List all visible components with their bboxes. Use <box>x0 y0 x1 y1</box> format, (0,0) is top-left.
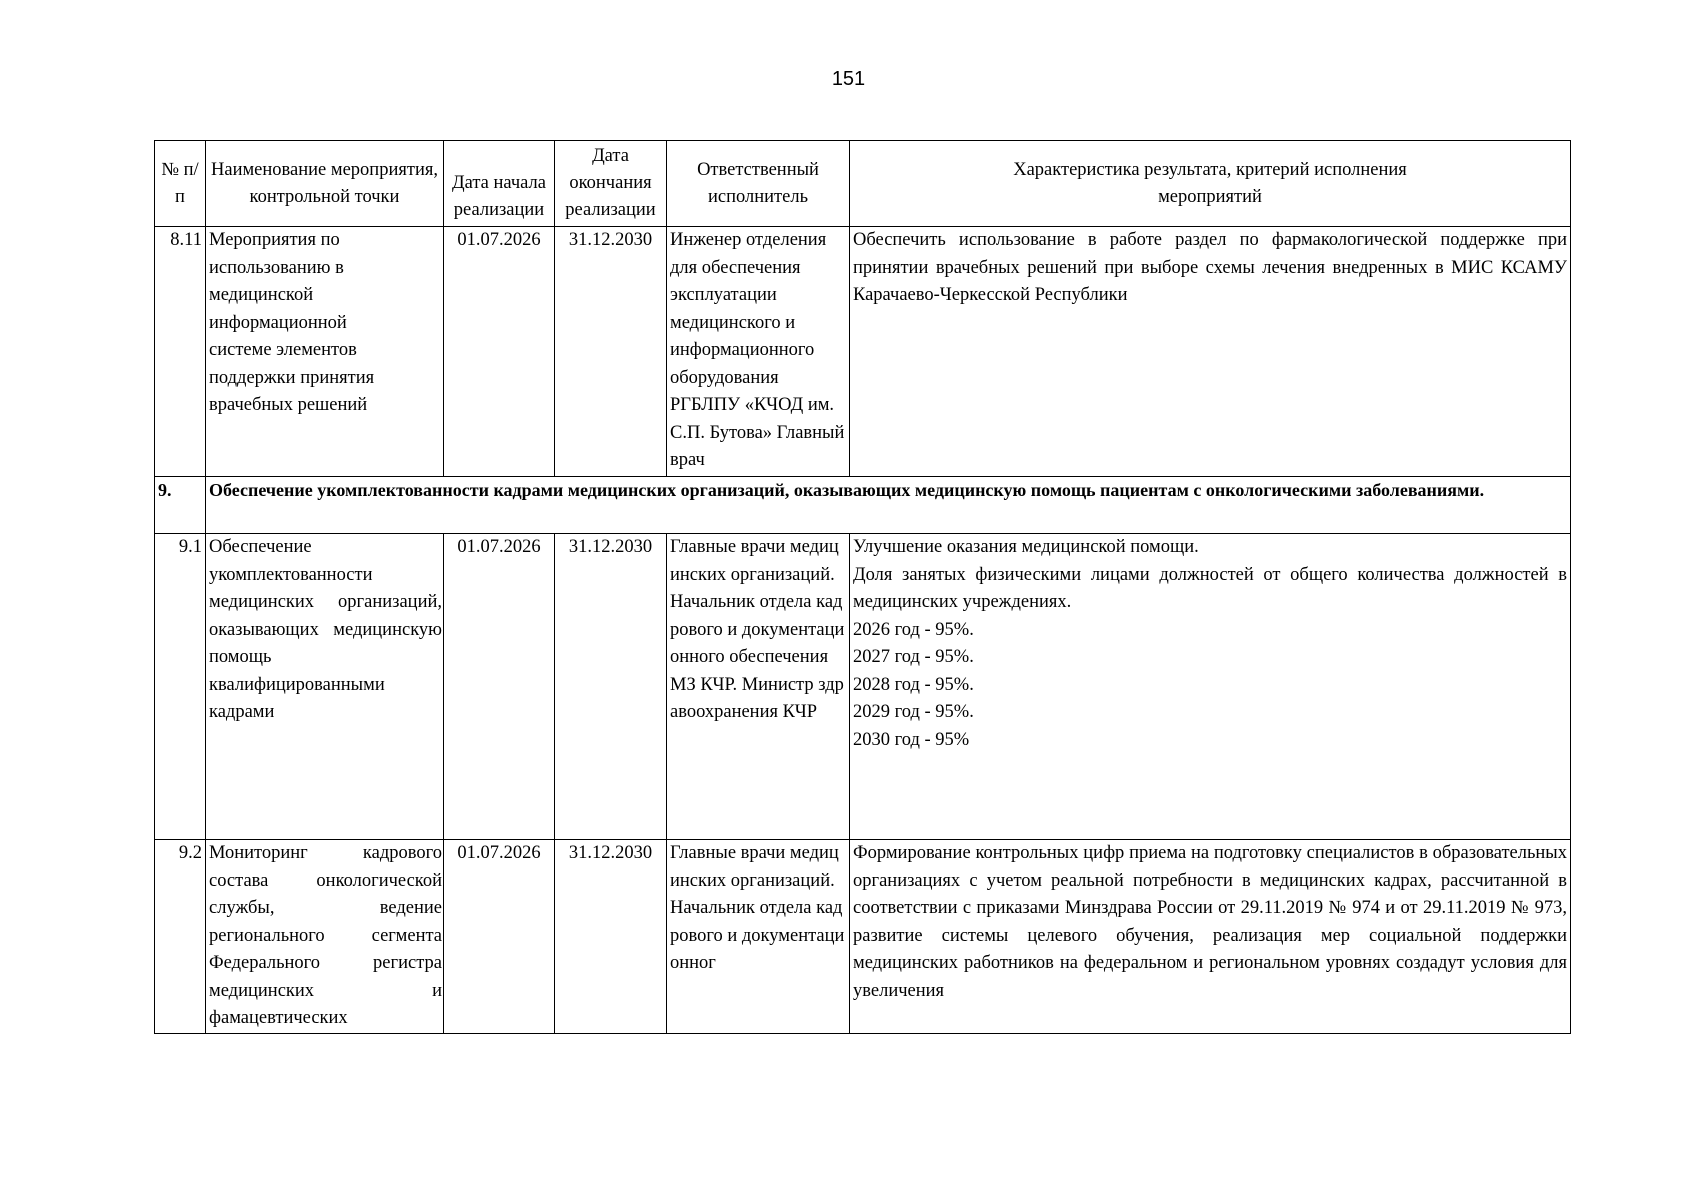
section-row <box>155 477 1571 534</box>
row-end-date: 31.12.2030 <box>555 534 667 840</box>
row-num: 9.2 <box>155 840 206 1034</box>
table-header-row <box>155 141 1571 227</box>
row-responsible: Главные врачи медицинских организаций. Начальник отдела кадрового и документационного обеспечения МЗ КЧР. Министр здравоохранения КЧР <box>667 534 850 840</box>
section-title: Обеспечение укомплектованности кадрами медицинских организаций, оказывающих медицинскую помощь пациентам с онкологическими заболеваниями. <box>206 477 1571 534</box>
table-row <box>155 840 1571 1034</box>
row-result: Обеспечить использование в работе раздел по фармакологической поддержке при принятии врачебных решений при выборе схемы лечения внедренных в МИС КСАМУ Карачаево-Черкесской Республики <box>850 227 1571 477</box>
row-num: 8.11 <box>155 227 206 477</box>
row-start-date: 01.07.2026 <box>444 534 555 840</box>
header-name: Наименование мероприятия, контрольной точки <box>206 141 444 227</box>
header-responsible: Ответственный исполнитель <box>667 141 850 227</box>
row-end-date: 31.12.2030 <box>555 840 667 1034</box>
result-line: 2028 год - 95%. <box>853 674 974 695</box>
row-responsible: Главные врачи медицинских организаций. Начальник отдела кадрового и документационног <box>667 840 850 1034</box>
row-name: Мероприятия по использованию в медицинской информационной системе элементов поддержки принятия врачебных решений <box>206 227 444 477</box>
table-row <box>155 534 1571 840</box>
header-num: № п/п <box>155 141 206 227</box>
result-line: 2029 год - 95%. <box>853 702 974 722</box>
result-line: 2027 год - 95%. <box>853 647 974 667</box>
row-responsible: Инженер отделения для обеспечения эксплуатации медицинского и информационного оборудования РГБЛПУ «КЧОД им. С.П. Бутова» Главный врач <box>667 227 850 477</box>
row-start-date: 01.07.2026 <box>444 840 555 1034</box>
page-number: 151 <box>831 68 866 90</box>
row-result: Формирование контрольных цифр приема на подготовку специалистов в образовательных организациях с учетом реальной потребности в медицинских кадрах, рассчитанной в соответствии с приказами Минздрава России от 29.11.2019 № 974 и от 29.11.2019 № 973, развитие системы целевого обучения, реализация мер социальной поддержки медицинских работников на федеральном и региональном уровнях создадут условия для увеличения <box>850 840 1571 1034</box>
result-line: 2026 год - 95%. <box>853 619 974 640</box>
header-start: Дата начала реализации <box>444 141 555 227</box>
row-result <box>850 534 1571 840</box>
row-end-date: 31.12.2030 <box>555 227 667 477</box>
row-name: Мониторинг кадрового состава онкологической службы, ведение регионального сегмента Федерального регистра медицинских и фамацевтических <box>206 840 444 1034</box>
header-end: Дата окончания реализации <box>555 141 667 227</box>
result-line: 2030 год - 95% <box>853 729 970 750</box>
header-result: Характеристика результата, критерий исполнения мероприятий <box>850 141 1571 227</box>
row-start-date: 01.07.2026 <box>444 227 555 477</box>
section-num: 9. <box>155 477 206 534</box>
measures-table <box>154 140 1571 1034</box>
table-row <box>155 227 1571 477</box>
result-line: Доля занятых физическими лицами должностей от общего количества должностей в медицинских учреждениях. <box>853 564 1567 612</box>
result-line: Улучшение оказания медицинской помощи. <box>853 537 1199 557</box>
row-name: Обеспечение укомплектованности медицинских организаций, оказывающих медицинскую помощь квалифицированными кадрами <box>206 534 444 840</box>
row-num: 9.1 <box>155 534 206 840</box>
